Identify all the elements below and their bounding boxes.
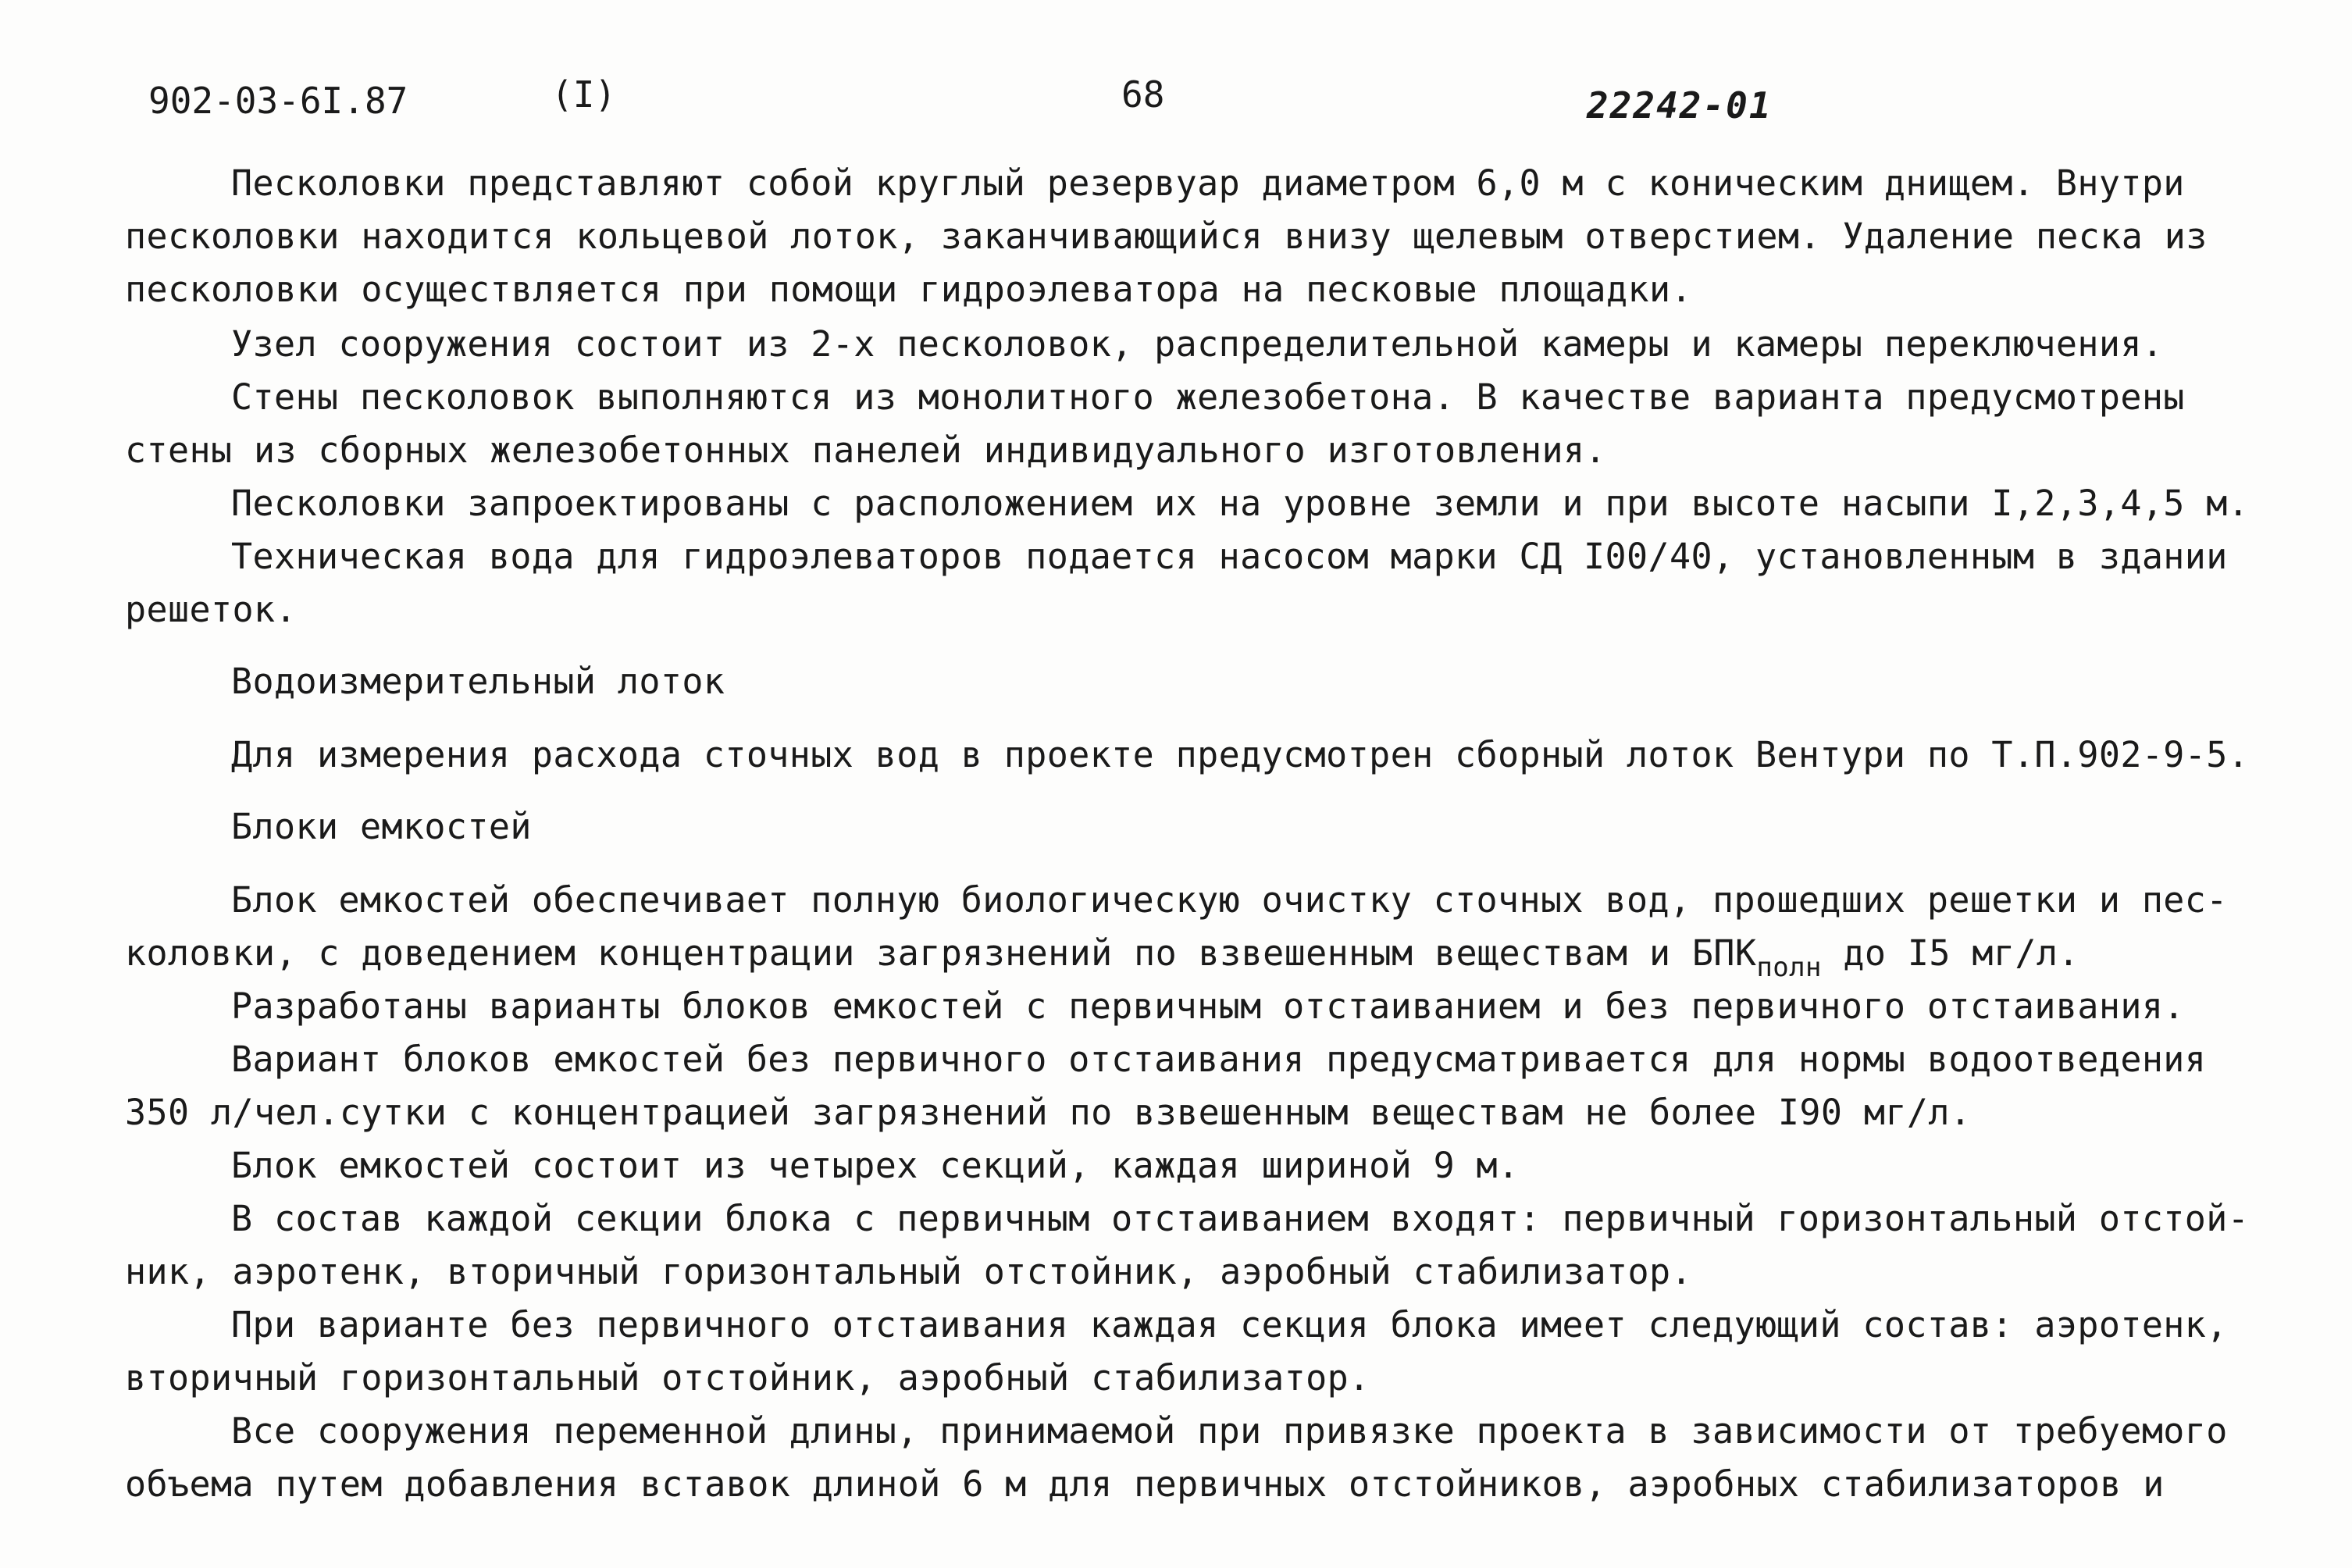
text-line: Блок емкостей обеспечивает полную биологическую очистку сточных вод, прошедших решетки и пес- [231, 879, 2228, 921]
text-line: Все сооружения переменной длины, принимаемой при привязке проекта в зависимости от требуемого [231, 1410, 2228, 1452]
text-line: песколовки находится кольцевой лоток, заканчивающийся внизу щелевым отверстием. Удаление песка из [125, 216, 2208, 257]
inventory-number: 22242-01 [1587, 84, 1773, 127]
text-line: стены из сборных железобетонных панелей индивидуального изготовления. [125, 429, 1606, 471]
section-heading: Водоизмерительный лоток [231, 661, 725, 702]
part-number: (I) [551, 73, 617, 116]
text-line: Разработаны варианты блоков емкостей с первичным отстаиванием и без первичного отстаивания. [231, 985, 2185, 1027]
text-line: Песколовки запроектированы с расположением их на уровне земли и при высоте насыпи I,2,3,4,5 м. [231, 483, 2250, 524]
text-line: 350 л/чел.сутки с концентрацией загрязнений по взвешенным веществам не более I90 мг/л. [125, 1092, 1972, 1133]
text-line: решеток. [125, 589, 297, 630]
text-line: Песколовки представляют собой круглый резервуар диаметром 6,0 м с коническим днищем. Внутри [231, 162, 2185, 204]
document-code: 902-03-6I.87 [148, 80, 408, 122]
text-line: Блок емкостей состоит из четырех секций, каждая шириной 9 м. [231, 1145, 1520, 1186]
subscript: полн [1756, 952, 1822, 983]
text-line: песколовки осуществляется при помощи гидроэлеватора на песковые площадки. [125, 269, 1692, 310]
text-line: Техническая вода для гидроэлеваторов подается насосом марки СД I00/40, установленным в здании [231, 536, 2228, 577]
text-segment: коловки, с доведением концентрации загрязнений по взвешенным веществам и БПК [125, 932, 1757, 974]
text-line: Для измерения расхода сточных вод в проекте предусмотрен сборный лоток Вентури по Т.П.902-9-5. [231, 734, 2250, 775]
text-line: ник, аэротенк, вторичный горизонтальный отстойник, аэробный стабилизатор. [125, 1251, 1692, 1292]
page-number: 68 [1121, 73, 1165, 116]
text-line: Вариант блоков емкостей без первичного отстаивания предусматривается для нормы водоотведения [231, 1039, 2207, 1080]
text-line: Узел сооружения состоит из 2-х песколовок, распределительной камеры и камеры переключения. [231, 323, 2164, 365]
text-line: При варианте без первичного отстаивания каждая секция блока имеет следующий состав: аэротенк, [231, 1304, 2228, 1345]
section-heading: Блоки емкостей [231, 806, 532, 847]
text-segment: до I5 мг/л. [1821, 932, 2079, 974]
text-line: вторичный горизонтальный отстойник, аэробный стабилизатор. [125, 1357, 1370, 1399]
text-line [125, 932, 2079, 983]
text-line: объема путем добавления вставок длиной 6 м для первичных отстойников, аэробных стабилизаторов и [125, 1463, 2165, 1505]
text-line: Стены песколовок выполняются из монолитного железобетона. В качестве варианта предусмотрены [231, 376, 2185, 418]
text-line: В состав каждой секции блока с первичным отстаиванием входят: первичный горизонтальный отстой- [231, 1198, 2250, 1239]
